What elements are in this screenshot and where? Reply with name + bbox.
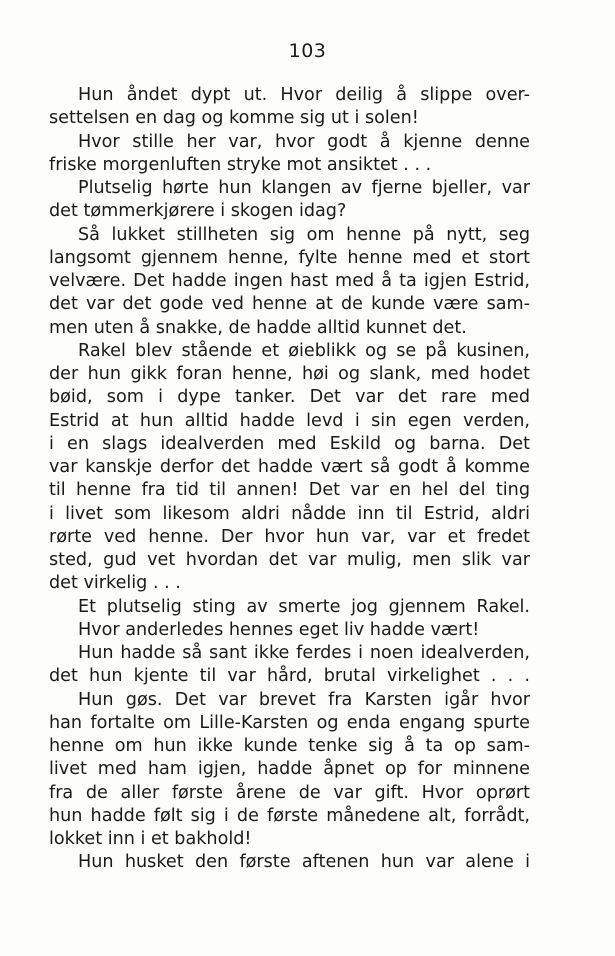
- text-line: langsomt gjennem henne, fylte henne med et stort: [49, 247, 530, 268]
- text-line: Et plutselig sting av smerte jog gjennem Rakel.: [78, 596, 530, 617]
- body-text: [49, 84, 530, 875]
- text-line: der hun gikk foran henne, høi og slank, med hodet: [49, 364, 530, 384]
- text-line: bøid, som i dype tanker. Det var det rare med: [49, 387, 530, 408]
- page-number: 103: [288, 40, 327, 62]
- text-line: det tømmerkjørere i skogen idag?: [49, 201, 347, 222]
- text-line: livet med ham igjen, hadde åpnet op for minnene: [49, 759, 530, 780]
- text-line: han fortalte om Lille-Karsten og enda engang spurte: [49, 712, 530, 733]
- text-line: men uten å snakke, de hadde alltid kunnet det.: [49, 317, 467, 338]
- text-line: henne om hun ikke kunde tenke sig å ta op sam-: [49, 736, 530, 756]
- text-line: Så lukket stillheten sig om henne på nytt, seg: [78, 224, 530, 245]
- text-line: sted, gud vet hvordan det var mulig, men slik var: [49, 550, 530, 570]
- text-line: Estrid at hun alltid hadde levd i sin egen verden,: [49, 410, 530, 431]
- text-line: Plutselig hørte hun klangen av fjerne bjeller, var: [78, 178, 530, 198]
- text-line: Hvor anderledes hennes eget liv hadde vært!: [78, 619, 480, 640]
- text-line: i livet som likesom aldri nådde inn til Estrid, aldri: [49, 503, 530, 524]
- text-line: Hvor stille her var, hvor godt å kjenne denne: [78, 131, 530, 152]
- text-line: rørte ved henne. Der hvor hun var, var et fredet: [49, 526, 530, 547]
- text-line: Hun husket den første aftenen hun var alene i: [78, 852, 530, 873]
- text-line: hun hadde følt sig i de første månedene alt, forrådt,: [49, 805, 530, 826]
- text-line: det var det gode ved henne at de kunde være sam-: [49, 294, 530, 315]
- text-line: Hun gøs. Det var brevet fra Karsten igår hvor: [78, 689, 530, 710]
- text-line: var kanskje derfor det hadde vært så godt å komme: [49, 457, 530, 477]
- text-line: Rakel blev stående et øieblikk og se på kusinen,: [78, 340, 530, 361]
- text-line: friske morgenluften stryke mot ansiktet . . .: [49, 154, 432, 175]
- text-line: velvære. Det hadde ingen hast med å ta igjen Estrid,: [49, 271, 530, 291]
- text-line: det hun kjente til var hård, brutal virkelighet . . .: [49, 666, 530, 687]
- text-line: i en slags idealverden med Eskild og barna. Det: [49, 433, 530, 454]
- text-line: Hun hadde så sant ikke ferdes i noen idealverden,: [78, 643, 530, 663]
- text-line: settelsen en dag og komme sig ut i solen!: [49, 108, 419, 129]
- text-line: lokket inn i et bakhold!: [49, 829, 252, 849]
- text-line: Hun åndet dypt ut. Hvor deilig å slippe over-: [78, 85, 530, 105]
- text-line: fra de aller første årene de var gift. Hvor oprørt: [49, 782, 530, 803]
- text-line: det virkelig . . .: [49, 573, 181, 594]
- text-line: til henne fra tid til annen! Det var en hel del ting: [49, 480, 530, 501]
